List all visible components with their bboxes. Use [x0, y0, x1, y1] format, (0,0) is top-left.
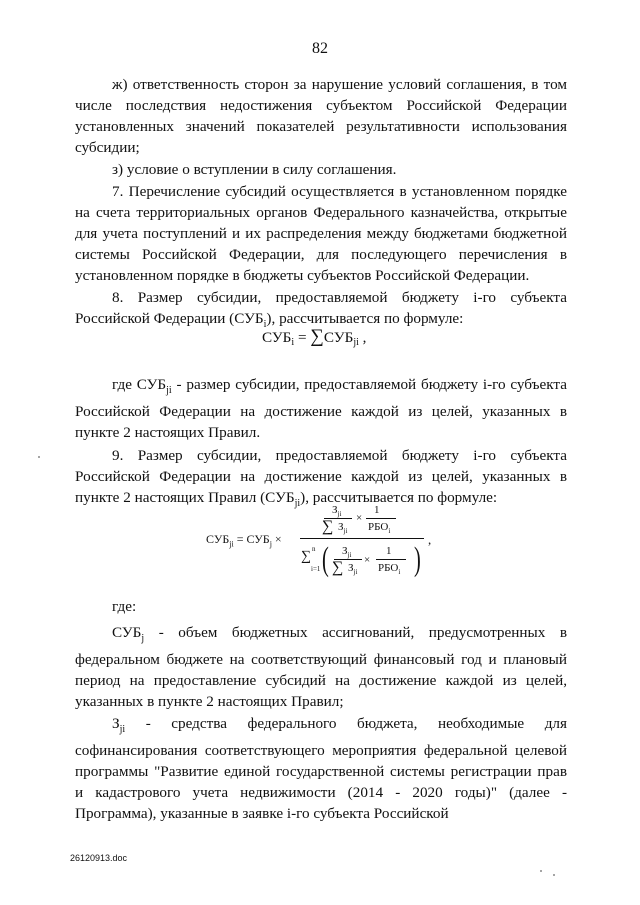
- paragraph-9-tail: ), рассчитывается по формуле:: [300, 489, 498, 507]
- formula1-tail: ,: [358, 329, 367, 346]
- subj-sub: j: [141, 633, 145, 645]
- paragraph-subj: [75, 622, 567, 712]
- paragraph-9-sub: ji: [294, 498, 301, 510]
- f2-den-one: 1: [386, 545, 392, 557]
- f2-den-z2-sub: ji: [353, 568, 358, 577]
- scan-speck: [38, 456, 40, 458]
- gde1-sub: ji: [166, 385, 172, 397]
- paragraph-gde: где:: [112, 598, 137, 615]
- f2-den-rbo-sub: i: [398, 568, 401, 577]
- f2-num-rbo-text: РБО: [368, 521, 389, 533]
- f2-num-z: [332, 504, 341, 518]
- f2-den-z2: [348, 562, 357, 576]
- paragraph-7: 7. Перечисление субсидий осуществляется в установленном порядке на счета территориальных органов Федерального казначейства, открытые для учета поступлений и их распределения между бюджетами бюджетной системы Российской Федерации, для последующего перечисления в установленном порядке в бюджеты субъектов Российской Федерации.: [75, 183, 567, 284]
- scan-speck-3: [553, 874, 555, 876]
- paragraph-zh: ж) ответственность сторон за нарушение условий соглашения, в том числе последствия недостижения субъектом Российской Федерации установленных значений показателей результативности использования субсидии;: [75, 76, 567, 156]
- subj-text: - объем бюджетных ассигнований, предусмотренных в федеральном бюджете на соответствующий финансовый год и плановый период на предоставление субсидий на достижение каждой из целей, указанных в пункте 2 настоящих Правил;: [75, 624, 567, 711]
- f2-den-n: n: [312, 545, 316, 553]
- f2-den-x: ×: [364, 554, 371, 566]
- f2-den-lparen: (: [322, 541, 329, 578]
- f2-den-rbo-line: [376, 559, 406, 560]
- f2-lhs: [206, 532, 282, 548]
- paragraph-8-text: 8. Размер субсидии, предоставляемой бюджету i-го субъекта Российской Федерации (СУБ: [75, 289, 567, 327]
- formula1-lhs: СУБ: [262, 329, 292, 346]
- f2-tail: ,: [428, 532, 432, 547]
- formula1-lhs-sub: i: [291, 337, 295, 348]
- f2-eq: = СУБ: [233, 532, 270, 546]
- f2-num-rbo-sub: i: [388, 527, 391, 536]
- f2-num-z-sub: ji: [337, 510, 342, 519]
- scan-speck-2: [540, 870, 542, 872]
- zji-sub: ji: [119, 724, 126, 736]
- f2-den-rbo-text: РБО: [378, 562, 399, 574]
- text-block-bottom: [75, 596, 567, 824]
- f2-den-sum: ∑: [301, 549, 311, 564]
- paragraph-8-tail: ), рассчитывается по формуле:: [266, 310, 464, 327]
- f2-den-i1: i=1: [311, 565, 321, 573]
- gde1-text: - размер субсидии, предоставляемой бюджету i-го субъекта Российской Федерации на достижение каждой из целей, указанных в пункте 2 настоящих Правил.: [75, 376, 567, 442]
- f2-den-rbo: [378, 562, 400, 576]
- f2-num-z-text: З: [332, 504, 338, 516]
- f2-num-one: 1: [374, 504, 380, 516]
- f2-num-rbo: [368, 521, 390, 535]
- f2-num-z-line: [324, 518, 352, 519]
- f2-num-z2-text: З: [338, 521, 344, 533]
- formula1-eq: =: [294, 329, 311, 346]
- subj-start: СУБ: [112, 624, 142, 641]
- f2-num-sum: ∑: [322, 518, 334, 535]
- f2-den-z2-text: З: [348, 562, 354, 574]
- f2-num-z2-sub: ji: [343, 527, 348, 536]
- f2-den-sum2: ∑: [332, 559, 344, 576]
- gde1-start: где СУБ: [112, 376, 167, 393]
- page-number: 82: [312, 40, 328, 57]
- document-footer: 26120913.doc: [70, 853, 128, 863]
- f2-den-z: [342, 545, 351, 559]
- f2-main-fraction-line: [300, 538, 424, 539]
- f2-den-z-line: [334, 559, 362, 560]
- f2-den-z-text: З: [342, 545, 348, 557]
- f2-lhs-text: СУБ: [206, 532, 230, 546]
- f2-num-rbo-line: [366, 518, 396, 519]
- f2-num-x: ×: [356, 512, 363, 524]
- f2-times: ×: [271, 532, 282, 546]
- paragraph-8-sub: i: [263, 319, 267, 331]
- paragraph-zji: [75, 713, 567, 824]
- f2-den-rparen: ): [414, 541, 421, 578]
- formula1-rhs: СУБ: [323, 329, 354, 346]
- paragraph-z: з) условие о вступлении в силу соглашения.: [112, 161, 397, 178]
- formula1-sum: ∑: [310, 326, 324, 347]
- f2-eq-sub: j: [269, 539, 272, 549]
- paragraph-9-text: 9. Размер субсидии, предоставляемой бюджету i-го субъекта Российской Федерации на достижение каждой из целей, указанных в пункте 2 настоящих Правил (СУБ: [75, 447, 567, 507]
- f2-den-z-sub: ji: [347, 551, 352, 560]
- f2-lhs-sub: ji: [229, 539, 234, 549]
- f2-num-z2: [338, 521, 347, 535]
- formula1-rhs-sub: ji: [353, 337, 359, 348]
- zji-start: З: [112, 715, 120, 733]
- zji-text: - средства федерального бюджета, необходимые для софинансирования соответствующего мероприятия федеральной целевой программы "Развитие единой государственной системы регистрации прав и кадастрового учета недвижимости (2014 - 2020 годы)" (далее - Программа), указанные в заявке i-го субъекта Российской: [75, 715, 567, 823]
